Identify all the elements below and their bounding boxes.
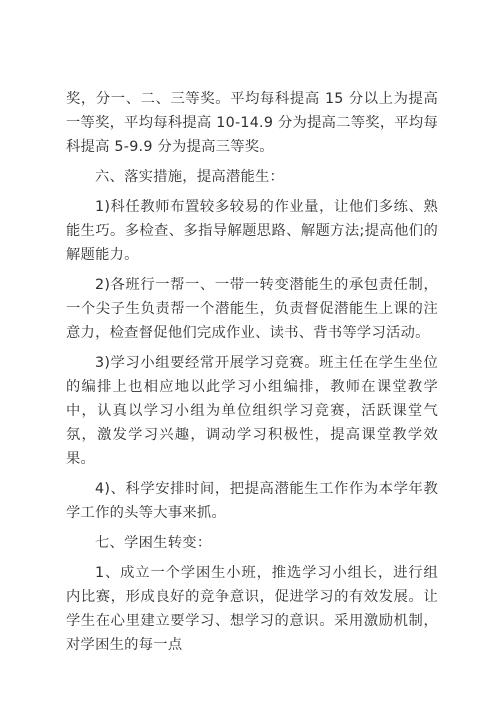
paragraph-struggling-students-1: 1、成立一个学困生小班，推选学习小组长，进行组内比赛，形成良好的竞争意识，促进学习的有效发展。让学生在心里建立要学习、想学习的意识。采用激励机制，对学困生的每一点	[66, 565, 438, 653]
paragraph-measure-4: 4)、科学安排时间，把提高潜能生工作作为本学年教学工作的头等大事来抓。	[66, 481, 438, 521]
paragraph-measure-3: 3)学习小组要经常开展学习竞赛。班主任在学生坐位的编排上也相应地以此学习小组编排，教师在课堂教学中，认真以学习小组为单位组织学习竞赛，活跃课堂气氛，激发学习兴趣，调动学习积极性，提高课堂教学效果。	[66, 355, 438, 467]
paragraph-measure-2: 2)各班行一帮一、一带一转变潜能生的承包责任制，一个尖子生负责帮一个潜能生，负责督促潜能生上课的注意力，检查督促他们完成作业、读书、背书等学习活动。	[66, 277, 438, 341]
heading-section-seven: 七、学困生转变：	[95, 535, 212, 551]
document-body	[66, 87, 438, 663]
paragraph-award-levels: 奖，分一、二、三等奖。平均每科提高 15 分以上为提高一等奖，平均每科提高 10-14.9 分为提高二等奖，平均每科提高 5-9.9 分为提高三等奖。	[66, 91, 439, 155]
paragraph-measure-1: 1)科任教师布置较多较易的作业量，让他们多练、熟能生巧。多检查、多指导解题思路、解题方法;提高他们的解题能力。	[66, 199, 438, 263]
heading-section-six: 六、落实措施，提高潜能生：	[95, 169, 285, 185]
